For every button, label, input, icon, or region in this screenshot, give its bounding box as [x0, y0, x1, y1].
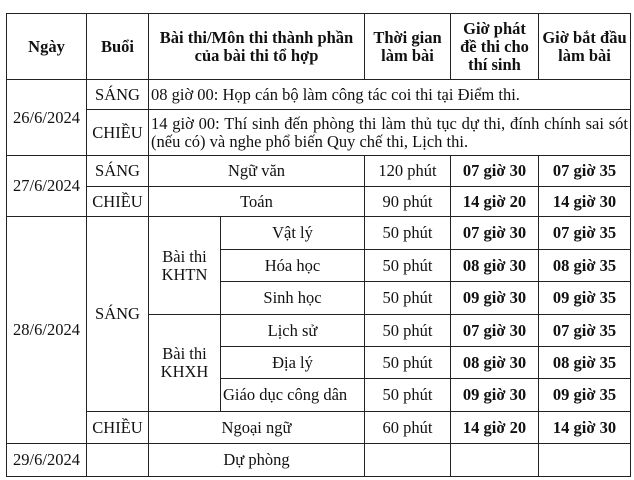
- session-cell: SÁNG: [87, 156, 149, 187]
- distribute-cell: 07 giờ 30: [451, 217, 539, 250]
- table-row: [7, 412, 631, 444]
- group-cell-khtn: Bài thi KHTN: [149, 217, 221, 315]
- table-row: [7, 110, 631, 156]
- distribute-cell: 09 giờ 30: [451, 282, 539, 315]
- distribute-cell: 08 giờ 30: [451, 250, 539, 282]
- distribute-cell: 14 giờ 20: [451, 412, 539, 444]
- subject-cell: Dự phòng: [149, 444, 365, 477]
- table-row: [7, 80, 631, 110]
- note-cell: 14 giờ 00: Thí sinh đến phòng thi làm thủ tục dự thi, đính chính sai sót (nếu có) và nghe phổ biến Quy chế thi, Lịch thi.: [149, 110, 631, 156]
- group-cell-khxh: Bài thi KHXH: [149, 315, 221, 412]
- distribute-cell: 14 giờ 20: [451, 187, 539, 217]
- start-cell: 14 giờ 30: [539, 187, 631, 217]
- exam-schedule-table: [6, 13, 631, 477]
- date-cell: 26/6/2024: [7, 80, 87, 156]
- note-cell: 08 giờ 00: Họp cán bộ làm công tác coi thi tại Điểm thi.: [149, 80, 631, 110]
- subject-cell: Hóa học: [221, 250, 365, 282]
- header-subject: Bài thi/Môn thi thành phần của bài thi tổ hợp: [149, 14, 365, 80]
- table-row: [7, 217, 631, 250]
- subject-cell: Sinh học: [221, 282, 365, 315]
- header-date: Ngày: [7, 14, 87, 80]
- duration-cell: 90 phút: [365, 187, 451, 217]
- duration-cell: 50 phút: [365, 250, 451, 282]
- session-cell: CHIỀU: [87, 110, 149, 156]
- session-cell: SÁNG: [87, 217, 149, 412]
- distribute-cell: 08 giờ 30: [451, 347, 539, 379]
- duration-cell: 50 phút: [365, 379, 451, 412]
- duration-cell: 50 phút: [365, 347, 451, 379]
- start-cell: 07 giờ 35: [539, 315, 631, 347]
- duration-cell: 60 phút: [365, 412, 451, 444]
- distribute-cell: 07 giờ 30: [451, 315, 539, 347]
- header-row: [7, 14, 631, 80]
- session-cell: SÁNG: [87, 80, 149, 110]
- table-row: [7, 187, 631, 217]
- duration-cell: 50 phút: [365, 315, 451, 347]
- subject-cell: Ngữ văn: [149, 156, 365, 187]
- date-cell: 27/6/2024: [7, 156, 87, 217]
- distribute-cell: [451, 444, 539, 477]
- table-row: [7, 444, 631, 477]
- duration-cell: 50 phút: [365, 282, 451, 315]
- start-cell: 07 giờ 35: [539, 156, 631, 187]
- table-row: [7, 156, 631, 187]
- session-cell: CHIỀU: [87, 412, 149, 444]
- header-start-time: Giờ bắt đầu làm bài: [539, 14, 631, 80]
- duration-cell: 50 phút: [365, 217, 451, 250]
- start-cell: 14 giờ 30: [539, 412, 631, 444]
- duration-cell: 120 phút: [365, 156, 451, 187]
- subject-cell: Vật lý: [221, 217, 365, 250]
- subject-cell: Lịch sử: [221, 315, 365, 347]
- date-cell: 29/6/2024: [7, 444, 87, 477]
- header-duration: Thời gian làm bài: [365, 14, 451, 80]
- subject-cell: Toán: [149, 187, 365, 217]
- start-cell: 08 giờ 35: [539, 250, 631, 282]
- start-cell: [539, 444, 631, 477]
- start-cell: 09 giờ 35: [539, 379, 631, 412]
- start-cell: 09 giờ 35: [539, 282, 631, 315]
- date-cell: 28/6/2024: [7, 217, 87, 444]
- header-distribute-time: Giờ phát đề thi cho thí sinh: [451, 14, 539, 80]
- distribute-cell: 09 giờ 30: [451, 379, 539, 412]
- subject-cell: Giáo dục công dân: [221, 379, 365, 412]
- distribute-cell: 07 giờ 30: [451, 156, 539, 187]
- header-session: Buổi: [87, 14, 149, 80]
- subject-cell: Địa lý: [221, 347, 365, 379]
- session-cell: CHIỀU: [87, 187, 149, 217]
- session-cell: [87, 444, 149, 477]
- start-cell: 07 giờ 35: [539, 217, 631, 250]
- duration-cell: [365, 444, 451, 477]
- subject-cell: Ngoại ngữ: [149, 412, 365, 444]
- start-cell: 08 giờ 35: [539, 347, 631, 379]
